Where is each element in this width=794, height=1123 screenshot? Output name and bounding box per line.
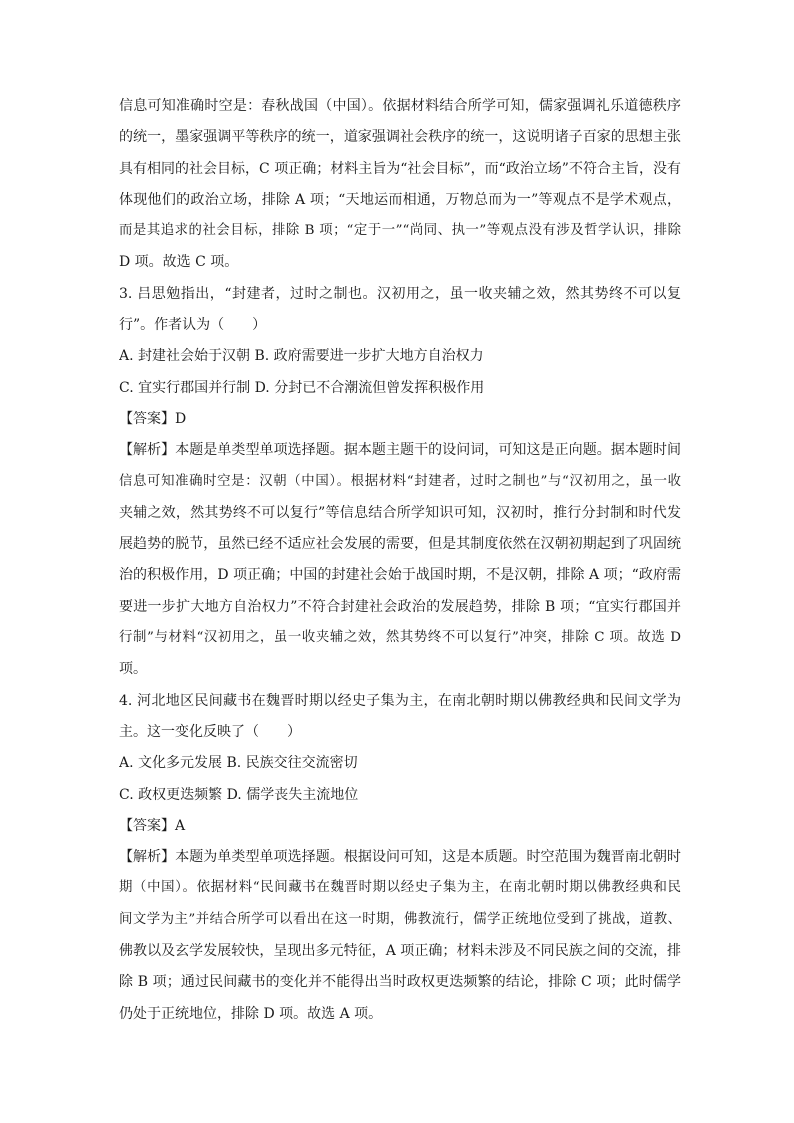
paragraph-line: 夹辅之效，然其势终不可以复行”等信息结合所学知识可知，汉初时，推行分封制和时代发 (119, 504, 681, 521)
paragraph-line: 而是其追求的社会目标，排除 B 项；“定于一”“尚同、执一”等观点没有涉及哲学认识，排除 (119, 223, 681, 239)
paragraph-line: 仍处于正统地位，排除 D 项。故选 A 项。 (119, 1005, 383, 1022)
question-3-stem-end: 行”。作者认为（ ） (119, 317, 267, 334)
question-4-analysis: 【解析】本题为单类型单项选择题。根据设问可知，这是本质题。时空范围为魏晋南北朝时 (119, 849, 681, 866)
paragraph-line: 具有相同的社会目标，C 项正确；材料主旨为“社会目标”，而“政治立场”不符合主旨，没有 (119, 160, 681, 177)
paragraph-line: 展趋势的脱节，虽然已经不适应社会发展的需要，但是其制度依然在汉朝初期起到了巩固统 (119, 536, 681, 553)
question-3-stem: 3. 吕思勉指出，“封建者，过时之制也。汉初用之，虽一收夹辅之效，然其势终不可以复 (119, 285, 681, 302)
question-4-options-cd: C. 政权更迭频繁 D. 儒学丧失主流地位 (119, 786, 359, 803)
question-3-answer: 【答案】D (119, 410, 187, 427)
paragraph-line: 期（中国）。依据材料“民间藏书在魏晋时期以经史子集为主，在南北朝时期以佛教经典和民 (119, 880, 681, 896)
paragraph-line: 除 B 项；通过民间藏书的变化并不能得出当时政权更迭频繁的结论，排除 C 项；此时儒学 (119, 974, 681, 991)
question-4-options-ab: A. 文化多元发展 B. 民族交往交流密切 (119, 755, 358, 772)
paragraph-line: 项。 (119, 661, 147, 678)
question-4-stem-end: 主。这一变化反映了（ ） (119, 723, 301, 740)
question-3-analysis: 【解析】本题是单类型单项选择题。据本题主题干的设问词，可知这是正向题。据本题时间 (119, 442, 681, 459)
question-4-answer: 【答案】A (119, 817, 186, 834)
paragraph-line: 体现他们的政治立场，排除 A 项；“天地运而相通，万物总而为一”等观点不是学术观点， (119, 191, 681, 208)
question-3-options-ab: A. 封建社会始于汉朝 B. 政府需要进一步扩大地方自治权力 (119, 348, 484, 365)
question-3-options-cd: C. 宜实行郡国并行制 D. 分封已不合潮流但曾发挥积极作用 (119, 379, 485, 396)
paragraph-line: 信息可知准确时空是：汉朝（中国）。根据材料“封建者，过时之制也”与“汉初用之，虽一收 (119, 473, 681, 489)
document-body (119, 96, 681, 1035)
question-4-stem: 4. 河北地区民间藏书在魏晋时期以经史子集为主，在南北朝时期以佛教经典和民间文学为 (119, 692, 681, 709)
paragraph-line: D 项。故选 C 项。 (119, 254, 239, 271)
paragraph-line: 治的积极作用，D 项正确；中国的封建社会始于战国时期，不是汉朝，排除 A 项；“政府需 (119, 567, 681, 584)
paragraph-line: 间文学为主”并结合所学可以看出在这一时期，佛教流行，儒学正统地位受到了挑战，道教、 (119, 911, 681, 927)
paragraph-line: 要进一步扩大地方自治权力”不符合封建社会政治的发展趋势，排除 B 项；“宜实行郡国并 (119, 598, 681, 615)
paragraph-line: 的统一，墨家强调平等秩序的统一，道家强调社会秩序的统一，这说明诸子百家的思想主张 (119, 129, 681, 146)
paragraph-line: 行制”与材料“汉初用之，虽一收夹辅之效，然其势终不可以复行”冲突，排除 C 项。故选 D (119, 630, 681, 646)
paragraph-line: 佛教以及玄学发展较快，呈现出多元特征，A 项正确；材料未涉及不同民族之间的交流，排 (119, 943, 681, 960)
paragraph-line: 信息可知准确时空是：春秋战国（中国）。依据材料结合所学可知，儒家强调礼乐道德秩序 (119, 98, 681, 114)
